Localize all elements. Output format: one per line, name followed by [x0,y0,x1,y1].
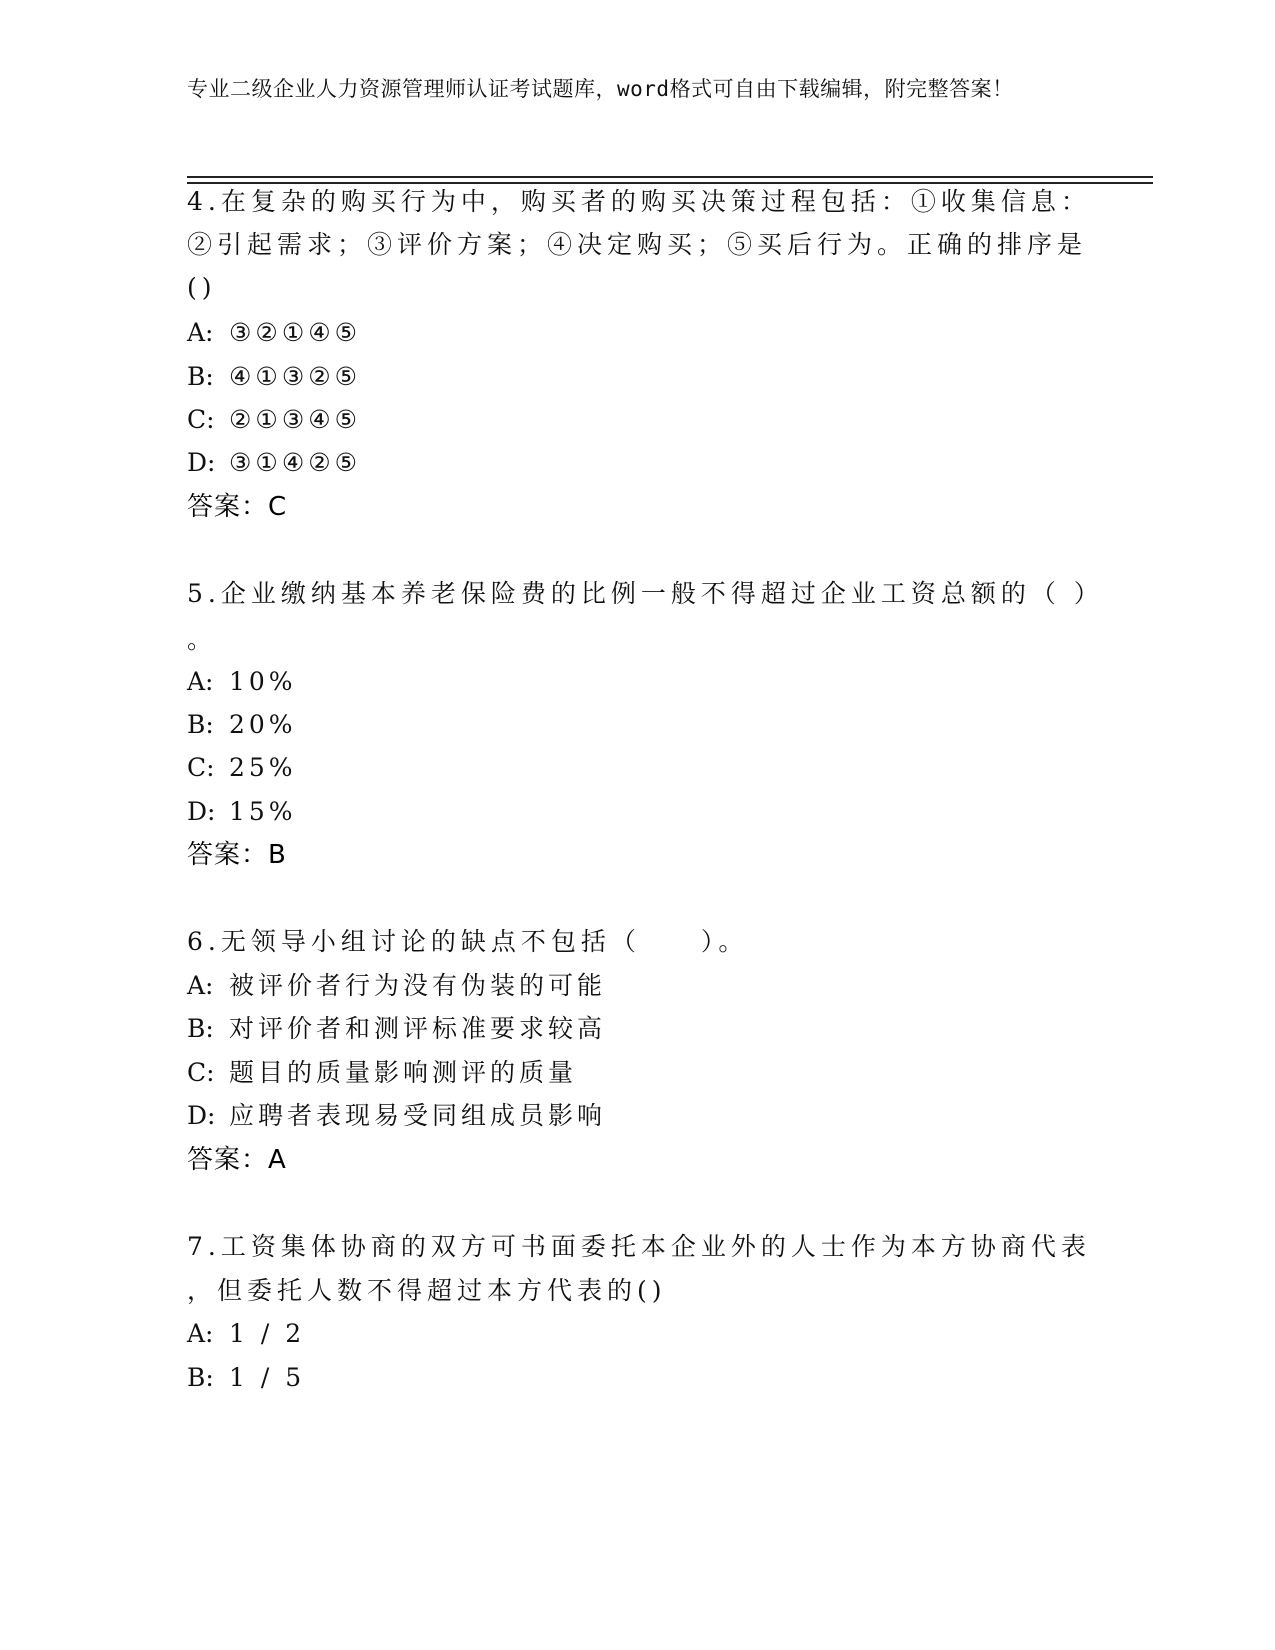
option-text: 25% [229,753,297,782]
option-text: ④①③②⑤ [229,362,362,391]
option-text: ③②①④⑤ [229,318,362,347]
option-text: 20% [229,710,297,739]
question-6-option-a [187,970,606,1002]
document-header: 专业二级企业人力资源管理师认证考试题库，word格式可自由下载编辑，附完整答案！ [187,77,1014,101]
option-letter: C: [187,753,215,782]
question-5-option-a [187,666,297,698]
option-text: 应聘者表现易受同组成员影响 [229,1101,607,1130]
option-text: ③①④②⑤ [229,448,362,477]
option-letter: A: [187,667,214,696]
option-letter: C: [187,405,215,434]
question-5-answer: 答案：B [187,840,287,870]
question-4-line-2: ②引起需求；③评价方案；④决定购买；⑤买后行为。正确的排序是 [187,230,1088,259]
question-4-line-3: () [187,273,217,302]
option-text: ②①③④⑤ [229,405,362,434]
question-4-option-b [187,361,361,393]
option-text: 10% [229,667,297,696]
option-text: 15% [229,797,297,826]
question-5-option-b [187,709,297,741]
option-letter: C: [187,1058,215,1087]
option-letter: A: [187,318,214,347]
question-6-option-d [187,1100,606,1132]
option-text: 1 / 2 [229,1319,306,1348]
question-5-option-d [187,796,297,828]
header-divider-top [187,176,1153,178]
option-letter: B: [187,1014,214,1043]
question-4-option-c [187,404,361,436]
option-letter: B: [187,362,214,391]
question-6-option-c [187,1057,577,1089]
option-text: 对评价者和测评标准要求较高 [229,1014,607,1043]
question-7-line-1: 7.工资集体协商的双方可书面委托本企业外的人士作为本方协商代表 [187,1232,1091,1261]
option-text: 1 / 5 [229,1363,306,1392]
question-7-line-2: ，但委托人数不得超过本方代表的() [187,1276,667,1305]
question-5-option-c [187,752,297,784]
option-text: 题目的质量影响测评的质量 [229,1058,578,1087]
header-divider-bottom [187,182,1153,184]
option-letter: B: [187,1363,214,1392]
option-letter: A: [187,971,214,1000]
question-5-line-1: 5.企业缴纳基本养老保险费的比例一般不得超过企业工资总额的（ ） [187,579,1104,608]
question-4-option-d [187,447,361,479]
question-7-option-b [187,1362,305,1394]
option-letter: D: [187,1101,216,1130]
option-text: 被评价者行为没有伪装的可能 [229,971,607,1000]
question-6-option-b [187,1013,606,1045]
option-letter: D: [187,448,216,477]
question-4-line-1: 4.在复杂的购买行为中，购买者的购买决策过程包括：①收集信息： [187,187,1091,216]
question-4-option-a [187,317,361,349]
question-5-line-2: 。 [187,625,218,654]
question-7-option-a [187,1318,305,1350]
question-6-line-1: 6.无领导小组讨论的缺点不包括（ ）。 [187,927,749,956]
option-letter: B: [187,710,214,739]
question-6-answer: 答案：A [187,1145,287,1175]
question-4-answer: 答案：C [187,492,288,522]
option-letter: D: [187,797,216,826]
option-letter: A: [187,1319,214,1348]
